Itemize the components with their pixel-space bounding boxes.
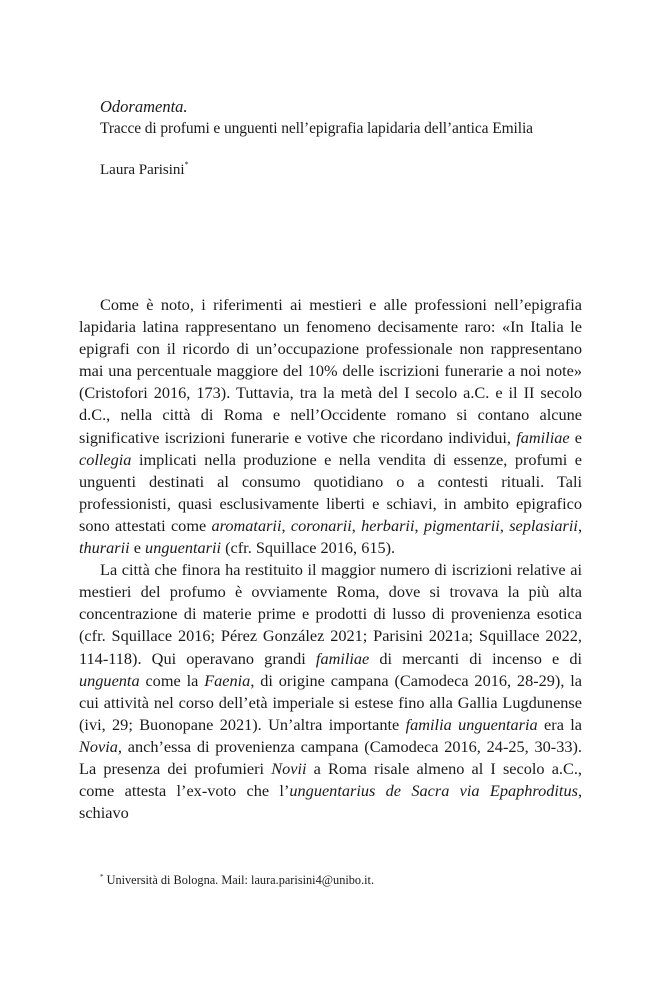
- italic-term: Faenia: [204, 670, 251, 690]
- italic-term: seplasiarii: [509, 515, 578, 535]
- text-run: La città che finora ha restituito il maggior numero di iscrizioni relative ai mestieri del profumo è ovviamente Roma, dove si trovava la più alta concentrazione di materie prime e prodotti di lusso di provenienza esotica (cfr. Squillace 2016; Pérez González 2021; Parisini 2021a; Squillace 2022, 114-118). Qui operavano grandi: [79, 560, 582, 668]
- italic-term: familiae: [516, 427, 570, 447]
- text-run: e: [569, 427, 583, 447]
- footnote-mark: *: [100, 873, 104, 881]
- author-footnote-mark: *: [184, 160, 189, 169]
- italic-term: aromatarii: [211, 515, 282, 535]
- text-run: (cfr. Squillace 2016, 615).: [221, 538, 396, 558]
- italic-term: coronarii: [290, 515, 352, 535]
- text-run: ,: [281, 515, 291, 535]
- italic-term: Novia: [79, 736, 118, 756]
- author-line: [100, 155, 580, 180]
- text-run: e: [129, 538, 146, 558]
- paragraph-1: [79, 294, 582, 559]
- paragraph-2: [79, 559, 582, 824]
- italic-term: unguenta: [79, 670, 140, 690]
- footnote: [100, 869, 580, 888]
- italic-term: collegia: [79, 449, 132, 469]
- text-run: , anch’essa di provenienza campana (Camodeca 2016, 24-25, 30-33). La presenza dei profumieri: [79, 736, 582, 778]
- text-run: , schiavo: [79, 781, 583, 823]
- article-subtitle: Tracce di profumi e unguenti nell’epigrafia lapidaria dell’antica Emilia: [100, 120, 533, 137]
- italic-term: familiae: [315, 648, 370, 668]
- italic-term: familia unguentaria: [405, 714, 538, 734]
- text-run: di mercanti di incenso e di: [369, 648, 583, 668]
- text-run: era la: [537, 714, 583, 734]
- italic-term: thurarii: [79, 538, 130, 558]
- text-run: come la: [139, 670, 205, 690]
- text-run: Come è noto, i riferimenti ai mestieri e alle professioni nell’epigrafia lapidaria latina rappresentano un fenomeno decisamente raro: «In Italia le epigrafi con il ricordo di un’occupazione professionale non rappresentano mai una percentuale maggiore del 10% delle iscrizioni funerarie a noi note» (Cristofori 2016, 173). Tuttavia, tra la metà del I secolo a.C. e il II secolo d.C., nella città di Roma e nell’Occidente romano si contano alcune significative iscrizioni funerarie e votive che ricordano individui,: [79, 295, 582, 447]
- italic-term: Novii: [271, 758, 307, 778]
- text-run: ,: [577, 515, 583, 535]
- italic-term: pigmentarii: [423, 515, 500, 535]
- italic-term: unguentarii: [145, 538, 222, 558]
- text-run: , di origine campana (Camodeca 2016, 28-29), la cui attività nel corso dell’età imperiale si estese fino alla Gallia Lugdunense (ivi, 29; Buonopane 2021). Un’altra importante: [79, 670, 583, 734]
- footnote-text: Università di Bologna. Mail: laura.parisini4@unibo.it.: [106, 873, 375, 887]
- article-title: Odoramenta.: [100, 97, 188, 116]
- body-text: [79, 294, 582, 824]
- text-run: a Roma risale almeno al I secolo a.C., come attesta l’ex-voto che l’: [79, 758, 583, 801]
- text-run: ,: [414, 515, 424, 535]
- article-header: [100, 96, 580, 180]
- italic-term: herbarii: [361, 515, 415, 535]
- text-run: ,: [351, 515, 362, 535]
- author-name: Laura Parisini: [100, 162, 185, 178]
- italic-term: unguentarius de Sacra via Epaphroditus: [289, 781, 578, 801]
- text-run: ,: [499, 515, 510, 535]
- text-run: implicati nella produzione e nella vendita di essenze, profumi e unguenti destinati al consumo quotidiano o a contesti rituali. Tali professionisti, quasi esclusivamente liberti e schiavi, in ambito epigrafico sono attestati come: [79, 449, 582, 535]
